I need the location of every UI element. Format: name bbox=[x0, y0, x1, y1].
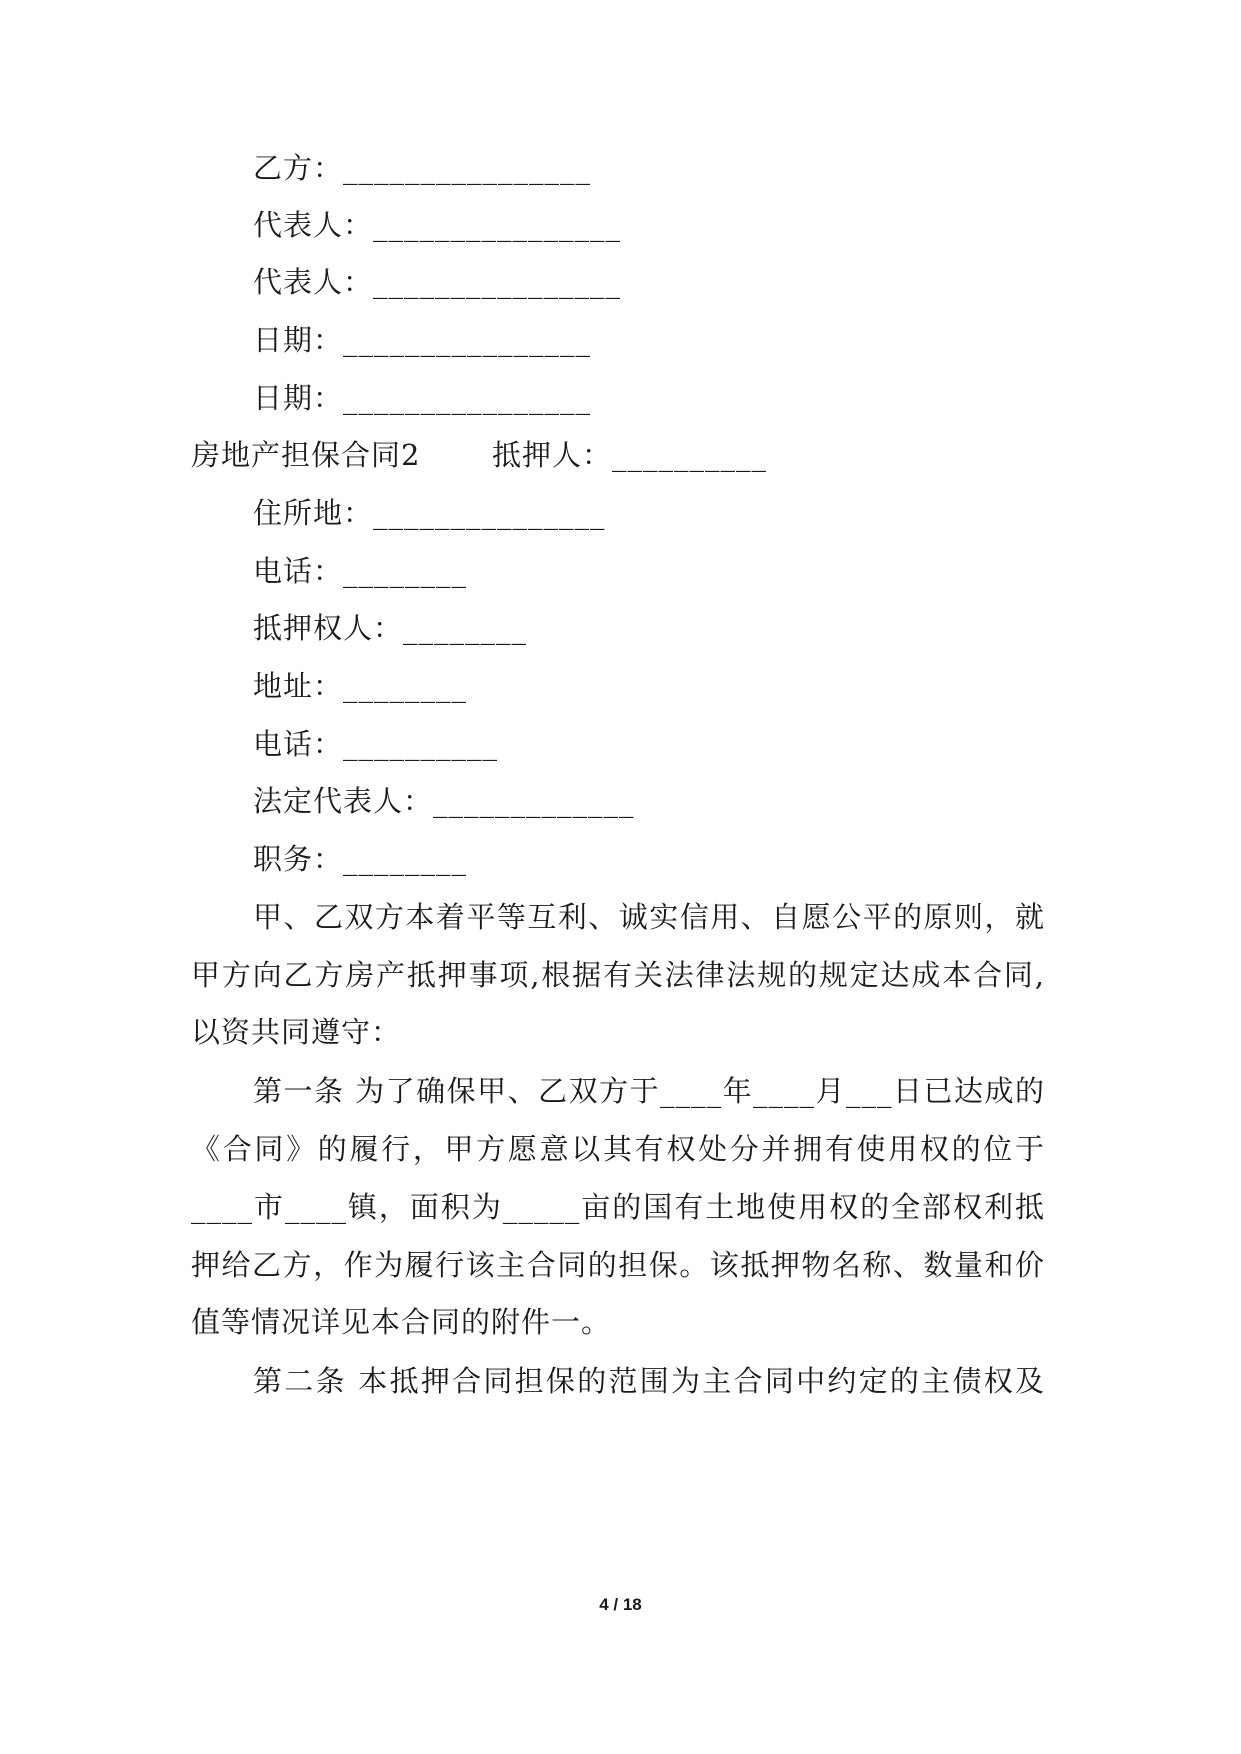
phone-field-2: 电话：__________ bbox=[253, 727, 499, 761]
party-b-field: 乙方：________________ bbox=[253, 151, 592, 185]
article-1-line-3: ____市____镇，面积为_____亩的国有土地使用权的全部权利抵 bbox=[191, 1190, 1045, 1224]
mortgagee-field: 抵押权人：________ bbox=[253, 611, 528, 645]
representative-field-1: 代表人：________________ bbox=[253, 208, 622, 242]
article-2-line-1: 第二条 本抵押合同担保的范围为主合同中约定的主债权及 bbox=[253, 1364, 1045, 1398]
mortgagor-field: 抵押人：__________ bbox=[492, 438, 768, 472]
article-1-line-2: 《合同》的履行，甲方愿意以其有权处分并拥有使用权的位于 bbox=[191, 1132, 1045, 1166]
article-1-line-5: 值等情况详见本合同的附件一。 bbox=[191, 1305, 612, 1339]
intro-line-1: 甲、乙双方本着平等互利、诚实信用、自愿公平的原则，就 bbox=[253, 900, 1045, 934]
article-1-line-1: 第一条 为了确保甲、乙双方于____年____月___日已达成的 bbox=[253, 1074, 1045, 1108]
intro-line-2: 甲方向乙方房产抵押事项,根据有关法律法规的规定达成本合同, bbox=[191, 958, 1045, 992]
position-field: 职务：________ bbox=[253, 842, 468, 876]
representative-field-2: 代表人：________________ bbox=[253, 265, 622, 299]
contract-title: 房地产担保合同2 bbox=[191, 438, 421, 472]
residence-field: 住所地：_______________ bbox=[253, 496, 606, 530]
date-field-2: 日期：________________ bbox=[253, 381, 592, 415]
page-number: 4 / 18 bbox=[599, 1595, 642, 1614]
intro-line-3: 以资共同遵守： bbox=[191, 1015, 402, 1049]
phone-field-1: 电话：________ bbox=[253, 554, 468, 588]
legal-representative-field: 法定代表人：_____________ bbox=[253, 784, 635, 818]
date-field-1: 日期：________________ bbox=[253, 323, 592, 357]
article-1-line-4: 押给乙方，作为履行该主合同的担保。该抵押物名称、数量和价 bbox=[191, 1248, 1045, 1282]
address-field: 地址：________ bbox=[253, 669, 468, 703]
